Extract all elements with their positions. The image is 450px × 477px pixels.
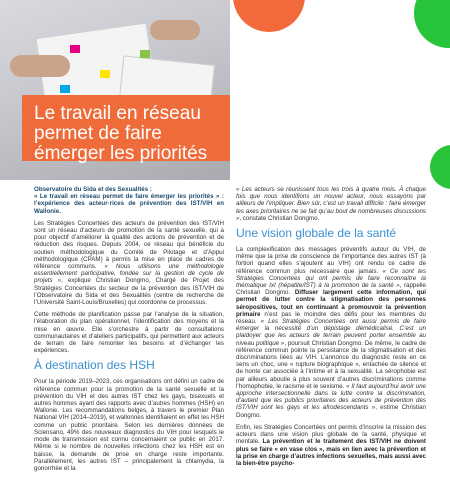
text: Enfin, les Stratégies Concertées ont permis d’inscrire la mission des acteurs dans une vision plus globale de la santé, physique et mentale. [236,423,426,446]
title-line: Le travail en réseau [34,103,201,124]
section-heading: À destination des HSH [34,358,155,373]
intro-lead [34,186,224,215]
sticky-note [140,50,150,58]
title-banner [22,95,230,164]
sticky-note [100,70,110,78]
quote: « Ce sont les Stratégies Concertées qui ont permis de faire reconnaître la thématique IxI (hépatite/IST) à la promotion de la santé » [236,267,426,290]
decorative-orange-circle [233,0,305,32]
intro-line: « Le travail en réseau permet de faire émerger les priorités » : l’expérience des acteur·rices de prévention des IST/VIH en Wallonie. [34,193,224,215]
paragraph [236,424,426,467]
paragraph [236,246,426,419]
right-column [236,186,426,472]
bold-text: La prévention et le traitement des IST/VIH ne doivent plus se faire « en vase clos », mais en lien avec la prévention et la prise en charge d’autres infections sexuelles, mais aussi avec la bien-être psycho- [236,438,426,467]
text: n’est pas le moindre des défis pour les membres du réseau. [236,310,426,326]
paragraph [236,186,426,222]
title-line: émerger les priorités [34,143,208,164]
sticky-note [60,85,70,93]
text: , rappelle Christian Dongmo. [236,282,426,297]
hand [10,55,70,77]
title-line: permet de faire [34,123,162,144]
quote: « Nous utilisons une méthodologie essentiellement participative, fondée sur la gestion de cycle de projets » [34,263,224,285]
quote: « Il faut aujourd’hui avoir une approche intersectionnelle dans la lutte contre la discrimination, d’autant que les publics prioritaires des acteurs de prévention des IST/VIH sont les gays et les afrodescendants » [236,382,426,412]
paragraph: Cette méthode de planification passe par l’analyse de la situation, l’élaboration du plan opérationnel, l’identification des moyens et la mise en œuvre. Elle s’orchestre à partir de consultations communautaires et d’ateliers participatifs, qui permettent aux acteurs de terrain de faire remonter les besoins et d’échanger les expériences. [34,311,224,355]
bold-text: Diffuser largement cette information, qui permet de lutter contre la stigmatisation des personnes séropositives, tout en continuant à promouvoir la prévention primaire [236,289,426,318]
paragraph: Pour la période 2019–2023, ces organisations ont défini un cadre de référence commun pour la promotion de la santé sexuelle et la prévention du VIH et des autres IST chez les gays, bisexuels et autres hommes ayant des rapports avec d’autres hommes (HSH) en Wallonie. Les recommandations belges, à travers le premier Plan National VIH (2014–2019), et wallonnes identifiaient en effet les HSH comme un public prioritaire. Selon les dernières données de Sciensano, 49% des nouveaux diagnostics du VIH pour lesquels le mode de transmission est connu concernaient ce public en 2017. Même si le nombre de nouvelles infections chez les HSH est en baisse, la demande de prise en charge reste importante. Parallèlement, les autres IST – principalement la chlamydia, la gonorrhée et la [34,378,224,472]
left-column [34,186,224,477]
hand [150,20,200,40]
decorative-green-circle [414,0,450,48]
intro-line: Observatoire du Sida et des Sexualités : [34,186,152,193]
text: , explique Christian Dongmo, Chargé de Projet des Stratégies Concertées du secteur de la prévention des IST/VIH de l’Observatoire du Sida et des Sexualités (centre de recherche de l’Université Saint-Louis/Bruxelles) qui coordonne ce processus. [34,277,224,307]
text: La complexification des messages préventifs autour du VIH, de même que la prise de conscience de l’importance des autres IST (à fortiori quand elles s’ajoutent au VIH) ont rendu ce cadre de référence commun plus nécessaire que jamais. [236,246,426,275]
text: , estime Christian Dongmo. [236,404,426,419]
text: , constate Christian Dongmo. [239,214,320,222]
decorative-green-circle [430,145,450,189]
page-title [34,104,220,164]
text: Les Stratégies Concertées des acteurs de prévention des IST/VIH sont un réseau d’acteurs de promotion de la santé sexuelle, qui a pour objectif d’améliorer la qualité des actions de prévention et de réduction des risques. Depuis 2004, ce réseau qui bénéficie du soutien méthodologique du Comité de Pilotage et d’Appui méthodologique (CPAM) à permis la mise en place de cadres de référence communs. [34,219,224,271]
text: , poursuit Christian Dongmo. De même, le cadre de référence commun pointe la persistance de la stigmatisation et des discriminations liées au VIH. L’annonce du diagnostic reste en ce sens un choc, une « rupture biographique », entachée de silence et de honte car associée à l’intime et à la sexualité. La sérophobie est par ailleurs aboutie à plus souvent d’autres discriminations comme l’homophobie, le racisme et le sexisme. [236,339,426,390]
sticky-note [70,45,80,53]
section-heading: Une vision globale de la santé [236,226,397,241]
quote: « Les Stratégies Concertées ont aussi permis de faire émerger la nécessité d’un dépistage démédicalisé. C’est un plaidoyer que les acteurs de terrain peuvent porter ensemble au niveau politique » [236,318,426,347]
paragraph [34,220,224,306]
quote: « Les acteurs se réunissent tous les trois à quatre mois. À chaque fois que nous identifions un nouvel acteur, nous essayons par ailleurs de l’impliquer. Bien sûr, c’est un travail difficile : faire émerger les axes prioritaires ne se fait qu’au bout de nombreuses discussions » [236,186,426,222]
